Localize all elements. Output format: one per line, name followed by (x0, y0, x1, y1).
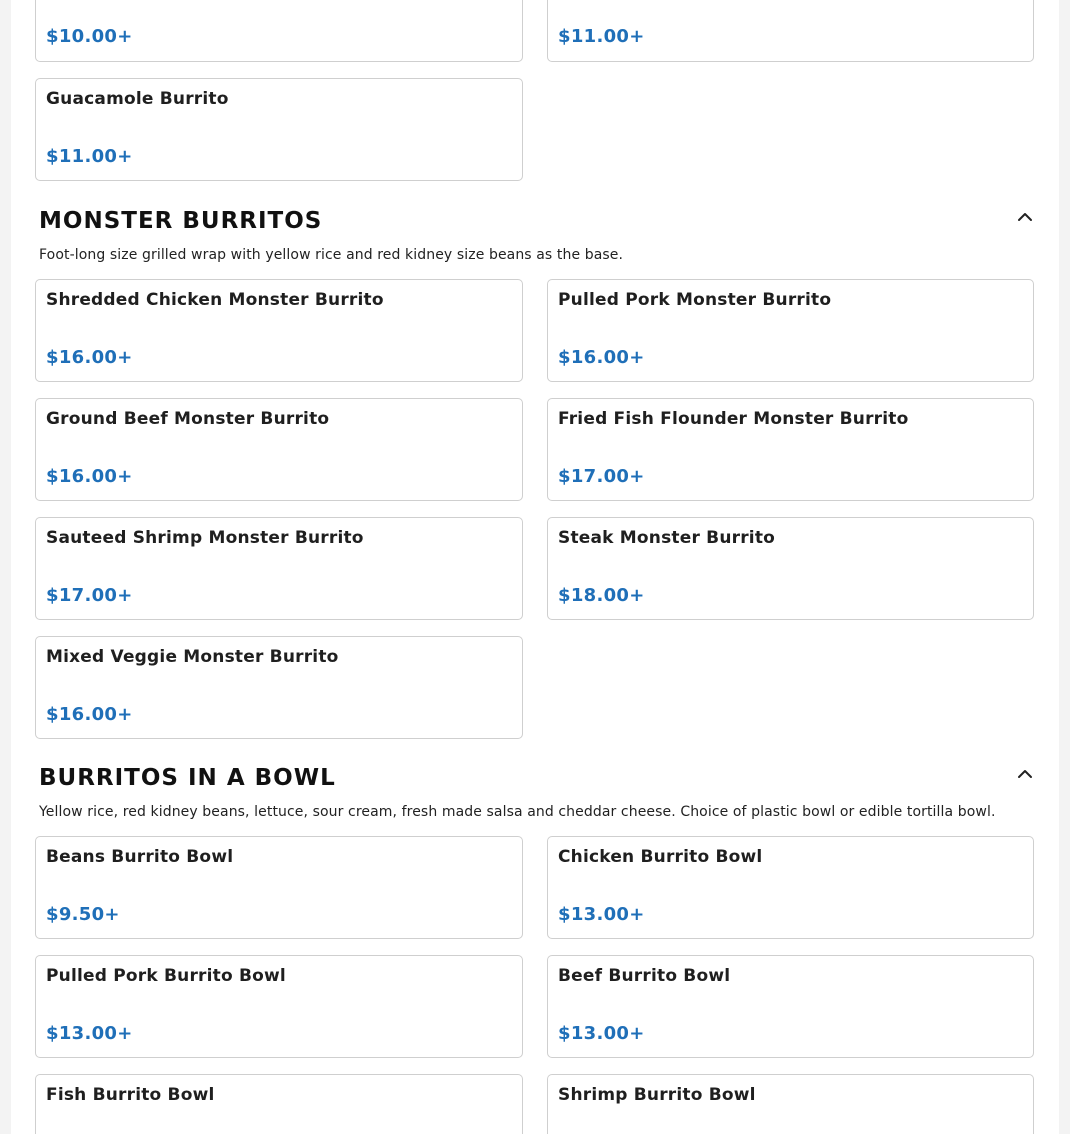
menu-item-card[interactable] (35, 398, 523, 501)
item-name: Beef Burrito Bowl (558, 966, 731, 986)
item-name: Chicken Burrito Bowl (558, 847, 763, 867)
item-price: $16.00+ (46, 347, 133, 368)
item-price: $13.00+ (558, 904, 645, 925)
menu-item-card[interactable] (547, 517, 1034, 620)
item-name: Pulled Pork Monster Burrito (558, 290, 832, 310)
section-description: Foot-long size grilled wrap with yellow rice and red kidney size beans as the base. (39, 247, 624, 263)
chevron-up-icon[interactable] (1016, 765, 1034, 783)
section-header-monster-burritos (39, 208, 1034, 263)
item-price: $13.00+ (46, 1023, 133, 1044)
monster-burritos-grid (35, 279, 1034, 739)
item-price: $18.00+ (558, 585, 645, 606)
menu-item-card[interactable] (547, 1074, 1034, 1134)
item-price: $16.00+ (46, 466, 133, 487)
menu-page (11, 0, 1059, 1134)
menu-item-card[interactable] (547, 0, 1034, 62)
menu-item-card[interactable] (547, 836, 1034, 939)
item-name: Fish Burrito Bowl (46, 1085, 215, 1105)
section-header-burritos-in-a-bowl (39, 765, 1034, 820)
menu-item-card[interactable] (35, 0, 523, 62)
item-name: Beans Burrito Bowl (46, 847, 234, 867)
menu-item-card[interactable] (547, 398, 1034, 501)
item-name: Sauteed Shrimp Monster Burrito (46, 528, 364, 548)
section-description: Yellow rice, red kidney beans, lettuce, sour cream, fresh made salsa and cheddar cheese. Choice of plastic bowl or edible tortilla bowl. (39, 804, 996, 820)
chevron-up-icon[interactable] (1016, 208, 1034, 226)
item-price: $17.00+ (46, 585, 133, 606)
item-name: Fried Fish Flounder Monster Burrito (558, 409, 909, 429)
menu-item-card[interactable] (547, 955, 1034, 1058)
burritos-in-a-bowl-grid (35, 836, 1034, 1134)
item-price: $9.50+ (46, 904, 120, 925)
menu-item-card[interactable] (35, 1074, 523, 1134)
menu-item-card[interactable] (35, 955, 523, 1058)
menu-item-card[interactable] (35, 836, 523, 939)
previous-section-grid (35, 0, 1034, 181)
menu-item-card[interactable] (35, 78, 523, 181)
item-name: Ground Beef Monster Burrito (46, 409, 330, 429)
item-price: $16.00+ (46, 704, 133, 725)
item-price: $17.00+ (558, 466, 645, 487)
item-name: Guacamole Burrito (46, 89, 229, 109)
item-price: $16.00+ (558, 347, 645, 368)
item-name: Shredded Chicken Monster Burrito (46, 290, 384, 310)
item-name: Pulled Pork Burrito Bowl (46, 966, 286, 986)
item-name: Shrimp Burrito Bowl (558, 1085, 756, 1105)
menu-item-card[interactable] (35, 517, 523, 620)
item-name: Mixed Veggie Monster Burrito (46, 647, 339, 667)
item-price: $11.00+ (46, 146, 133, 167)
item-price: $13.00+ (558, 1023, 645, 1044)
menu-item-card[interactable] (35, 636, 523, 739)
item-price: $10.00+ (46, 26, 133, 47)
section-title: MONSTER BURRITOS (39, 208, 323, 234)
item-price: $11.00+ (558, 26, 645, 47)
menu-item-card[interactable] (547, 279, 1034, 382)
section-title: BURRITOS IN A BOWL (39, 765, 336, 791)
menu-item-card[interactable] (35, 279, 523, 382)
item-name: Steak Monster Burrito (558, 528, 776, 548)
